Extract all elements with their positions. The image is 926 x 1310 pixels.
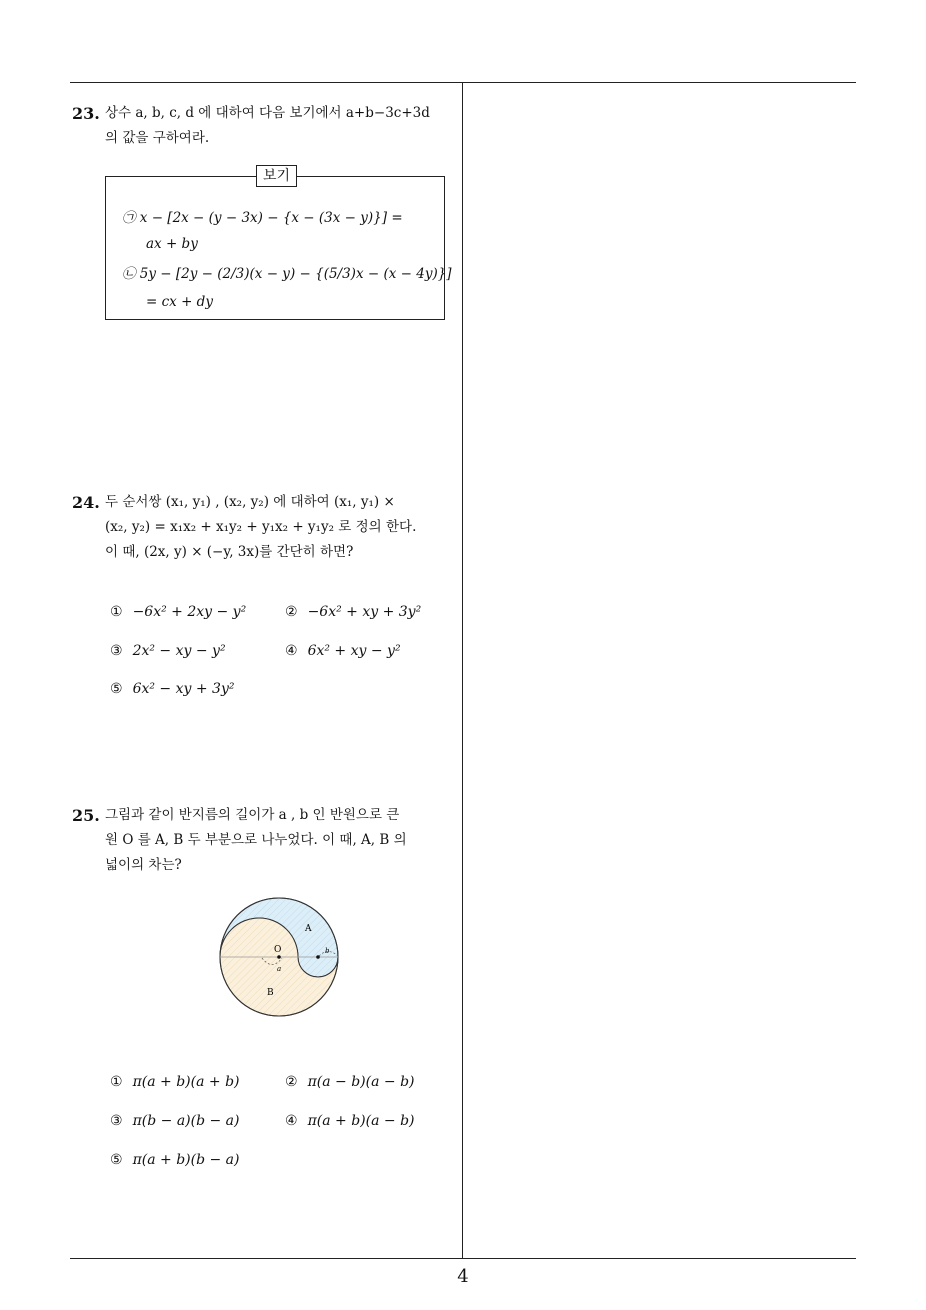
label-a-region: A bbox=[305, 924, 312, 934]
center-b-point bbox=[316, 955, 320, 959]
label-b-region: B bbox=[267, 988, 274, 998]
question-24 bbox=[72, 490, 457, 697]
option-1[interactable]: ① −6x² + 2xy − y² bbox=[110, 604, 247, 620]
option-2[interactable]: ② −6x² + xy + 3y² bbox=[285, 604, 422, 620]
option-5[interactable]: ⑤ π(a + b)(b − a) bbox=[110, 1152, 240, 1168]
option-5[interactable]: ⑤ 6x² − xy + 3y² bbox=[110, 681, 235, 697]
example-line-2: ax + by bbox=[146, 236, 198, 252]
question-text: 상수 a, b, c, d 에 대하여 다음 보기에서 a+b−3c+3d 의 값을 구하여라. bbox=[105, 105, 430, 146]
label-a-radius: a bbox=[277, 965, 282, 973]
option-3[interactable]: ③ π(b − a)(b − a) bbox=[110, 1113, 240, 1129]
example-line-1: ㉠ x − [2x − (y − 3x) − {x − (3x − y)}] = bbox=[122, 210, 403, 226]
column-divider bbox=[462, 83, 463, 1259]
circle-figure bbox=[212, 895, 352, 1025]
option-4[interactable]: ④ π(a + b)(a − b) bbox=[285, 1113, 415, 1129]
page-number: 4 bbox=[457, 1266, 469, 1287]
question-25 bbox=[72, 803, 457, 1168]
option-4[interactable]: ④ 6x² + xy − y² bbox=[285, 643, 401, 659]
question-number: 25. bbox=[72, 806, 100, 825]
option-2[interactable]: ② π(a − b)(a − b) bbox=[285, 1074, 415, 1090]
question-23 bbox=[72, 101, 457, 310]
example-line-3: ㉡ 5y − [2y − (2/3)(x − y) − {(5/3)x − (x − 4y)}] bbox=[122, 266, 452, 282]
label-b-radius: b bbox=[325, 947, 330, 955]
example-box-title: 보기 bbox=[256, 165, 297, 187]
option-1[interactable]: ① π(a + b)(a + b) bbox=[110, 1074, 240, 1090]
option-3[interactable]: ③ 2x² − xy − y² bbox=[110, 643, 226, 659]
example-line-4: = cx + dy bbox=[146, 294, 213, 310]
top-rule bbox=[70, 82, 856, 83]
question-text: 그림과 같이 반지름의 길이가 a , b 인 반원으로 큰 원 O 를 A, B 두 부분으로 나누었다. 이 때, A, B 의 넓이의 차는? bbox=[105, 807, 407, 873]
example-box bbox=[105, 168, 452, 320]
question-number: 23. bbox=[72, 104, 100, 123]
label-o: O bbox=[274, 945, 282, 955]
bottom-rule bbox=[70, 1258, 856, 1259]
center-o-point bbox=[277, 955, 281, 959]
question-text: 두 순서쌍 (x₁, y₁) , (x₂, y₂) 에 대하여 (x₁, y₁) × (x₂, y₂) = x₁x₂ + x₁y₂ + y₁x₂ + y₁y₂ 로 정의 한다. 이 때, (2x, y) × (−y, 3x)를 간단히 하면? bbox=[105, 494, 417, 560]
question-number: 24. bbox=[72, 493, 100, 512]
